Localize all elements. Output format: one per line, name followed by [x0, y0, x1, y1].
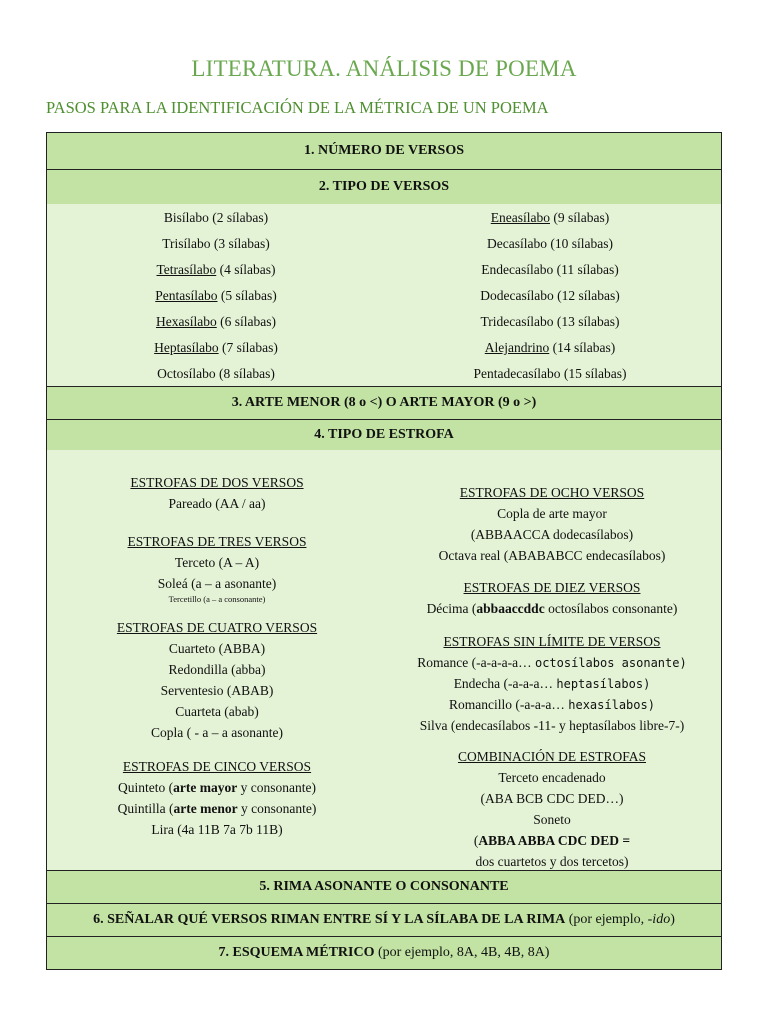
stanzas-four-lines: [87, 617, 347, 743]
verse-type-item: [91, 257, 341, 283]
verse-type-syllables: (7 sílabas): [218, 340, 278, 355]
step-1-label: 1. NÚMERO DE VERSOS: [304, 143, 464, 158]
verse-type-item: [425, 309, 675, 335]
stanza-item-note: Tercetillo (a – a consonante): [168, 594, 266, 604]
verse-type-name: Pentadecasílabo: [473, 366, 561, 381]
verse-type-name: Hexasílabo: [156, 314, 217, 329]
verse-type-syllables: (2 sílabas): [208, 210, 269, 225]
stanza-item: Romancillo (-a-a-a… hexasílabos): [449, 697, 655, 712]
stanza-heading: ESTROFAS DE CUATRO VERSOS: [116, 620, 318, 635]
stanza-item: Quintilla (arte menor y consonante): [117, 801, 317, 816]
stanzas-ten-lines: [387, 577, 717, 619]
stanza-item: Lira (4a 11B 7a 7b 11B): [151, 822, 283, 837]
stanza-item: dos cuartetos y dos tercetos): [475, 854, 629, 869]
verse-type-item: [425, 335, 675, 361]
stanza-item: Terceto (A – A): [174, 555, 260, 570]
stanzas-unlimited-lines: [387, 631, 717, 736]
page-subtitle: PASOS PARA LA IDENTIFICACIÓN DE LA MÉTRICA DE UN POEMA: [46, 98, 549, 117]
verse-type-name: Tetrasílabo: [156, 262, 217, 277]
stanza-item: Soneto: [533, 812, 571, 827]
verse-type-syllables: (8 sílabas): [215, 366, 275, 381]
step-6-label: 6. SEÑALAR QUÉ VERSOS RIMAN ENTRE SÍ Y LA SÍLABA DE LA RIMA (por ejemplo, -ido): [93, 912, 675, 927]
stanza-item: Pareado (AA / aa): [168, 496, 266, 511]
verse-type-item: [425, 283, 675, 309]
verse-type-syllables: (14 sílabas): [549, 340, 616, 355]
stanza-heading: ESTROFAS DE TRES VERSOS: [127, 534, 307, 549]
stanza-item: (ABA BCB CDC DED…): [480, 791, 624, 806]
stanzas-three-lines: [87, 531, 347, 604]
stanzas-five-lines: [87, 756, 347, 840]
step-5-label: 5. RIMA ASONANTE O CONSONANTE: [259, 879, 509, 894]
verse-type-name: Bisílabo: [163, 210, 209, 225]
stanza-item: (ABBAACCA dodecasílabos): [470, 527, 634, 542]
stanza-item: Endecha (-a-a-a… heptasílabos): [453, 676, 651, 691]
stanza-item: Cuarteto (ABBA): [168, 641, 266, 656]
verse-type-name: Dodecasílabo: [480, 288, 554, 303]
stanzas-two-lines: [87, 472, 347, 514]
stanza-item: Terceto encadenado: [498, 770, 606, 785]
step-4-bar: [47, 420, 721, 450]
stanza-item: Octava real (ABABABCC endecasílabos): [438, 548, 666, 563]
verse-type-item: [91, 335, 341, 361]
stanza-heading: COMBINACIÓN DE ESTROFAS: [457, 749, 647, 764]
verse-type-item: [91, 361, 341, 387]
verse-type-name: Endecasílabo: [481, 262, 554, 277]
verse-type-syllables: (3 sílabas): [210, 236, 270, 251]
stanza-item: Cuarteta (abab): [175, 704, 259, 719]
verse-types-left: [91, 205, 341, 387]
stanza-heading: ESTROFAS DE DIEZ VERSOS: [463, 580, 641, 595]
stanza-item: Soleá (a – a asonante): [157, 576, 277, 591]
verse-type-item: [425, 231, 675, 257]
verse-type-syllables: (4 sílabas): [216, 262, 276, 277]
stanza-item: Serventesio (ABAB): [160, 683, 274, 698]
step-4-label: 4. TIPO DE ESTROFA: [314, 427, 454, 442]
verse-type-name: Eneasílabo: [490, 210, 550, 225]
stanza-item: Copla ( - a – a asonante): [151, 725, 283, 740]
verse-type-name: Tridecasílabo: [480, 314, 554, 329]
verse-type-syllables: (6 sílabas): [216, 314, 276, 329]
verse-type-item: [425, 361, 675, 387]
stanza-item: Redondilla (abba): [168, 662, 266, 677]
stanza-item: Romance (-a-a-a-a… octosílabos asonante): [417, 655, 687, 670]
verse-type-syllables: (10 sílabas): [547, 236, 613, 251]
stanza-item: (ABBA ABBA CDC DED =: [473, 833, 631, 848]
verse-type-syllables: (11 sílabas): [553, 262, 619, 277]
verse-type-item: [425, 205, 675, 231]
verse-type-name: Trisílabo: [162, 236, 211, 251]
verse-type-syllables: (5 sílabas): [217, 288, 277, 303]
verse-type-item: [91, 205, 341, 231]
verse-type-name: Octosílabo: [157, 366, 216, 381]
verse-type-item: [91, 231, 341, 257]
step-2-bar: [47, 170, 721, 204]
page-title: LITERATURA. ANÁLISIS DE POEMA: [191, 56, 577, 81]
verse-type-name: Decasílabo: [487, 236, 547, 251]
stanza-heading: ESTROFAS DE CINCO VERSOS: [122, 759, 312, 774]
stanza-combinations: [387, 746, 717, 872]
verse-type-syllables: (15 sílabas): [560, 366, 627, 381]
step-7-bar: [47, 937, 721, 969]
verse-type-syllables: (9 sílabas): [550, 210, 610, 225]
verse-type-item: [91, 283, 341, 309]
step-2-label: 2. TIPO DE VERSOS: [318, 179, 450, 194]
verse-type-syllables: (12 sílabas): [553, 288, 620, 303]
verse-type-name: Alejandrino: [484, 340, 550, 355]
verse-type-name: Pentasílabo: [155, 288, 218, 303]
stanza-heading: ESTROFAS SIN LÍMITE DE VERSOS: [443, 634, 661, 649]
step-6-bar: [47, 904, 721, 936]
step-7-label: 7. ESQUEMA MÉTRICO (por ejemplo, 8A, 4B, 4B, 8A): [218, 945, 550, 960]
verse-type-item: [91, 309, 341, 335]
verse-type-item: [425, 257, 675, 283]
stanza-heading: ESTROFAS DE DOS VERSOS: [130, 475, 304, 490]
stanzas-eight-lines: [387, 482, 717, 566]
verse-type-name: Heptasílabo: [154, 340, 219, 355]
stanza-item: Copla de arte mayor: [497, 506, 607, 521]
verse-type-syllables: (13 sílabas): [553, 314, 620, 329]
step-5-bar: [47, 871, 721, 903]
metric-steps-table: [46, 132, 722, 970]
stanza-item: Silva (endecasílabos -11- y heptasílabos libre-7-): [419, 718, 685, 733]
verse-types-right: [425, 205, 675, 387]
stanza-item: Décima (abbaaccddc octosílabos consonante): [426, 601, 678, 616]
step-1-bar: [47, 133, 721, 169]
stanza-heading: ESTROFAS DE OCHO VERSOS: [459, 485, 645, 500]
stanza-item: Quinteto (arte mayor y consonante): [118, 780, 316, 795]
step-3-label: 3. ARTE MENOR (8 o <) O ARTE MAYOR (9 o >): [231, 395, 537, 410]
step-3-bar: [47, 387, 721, 419]
